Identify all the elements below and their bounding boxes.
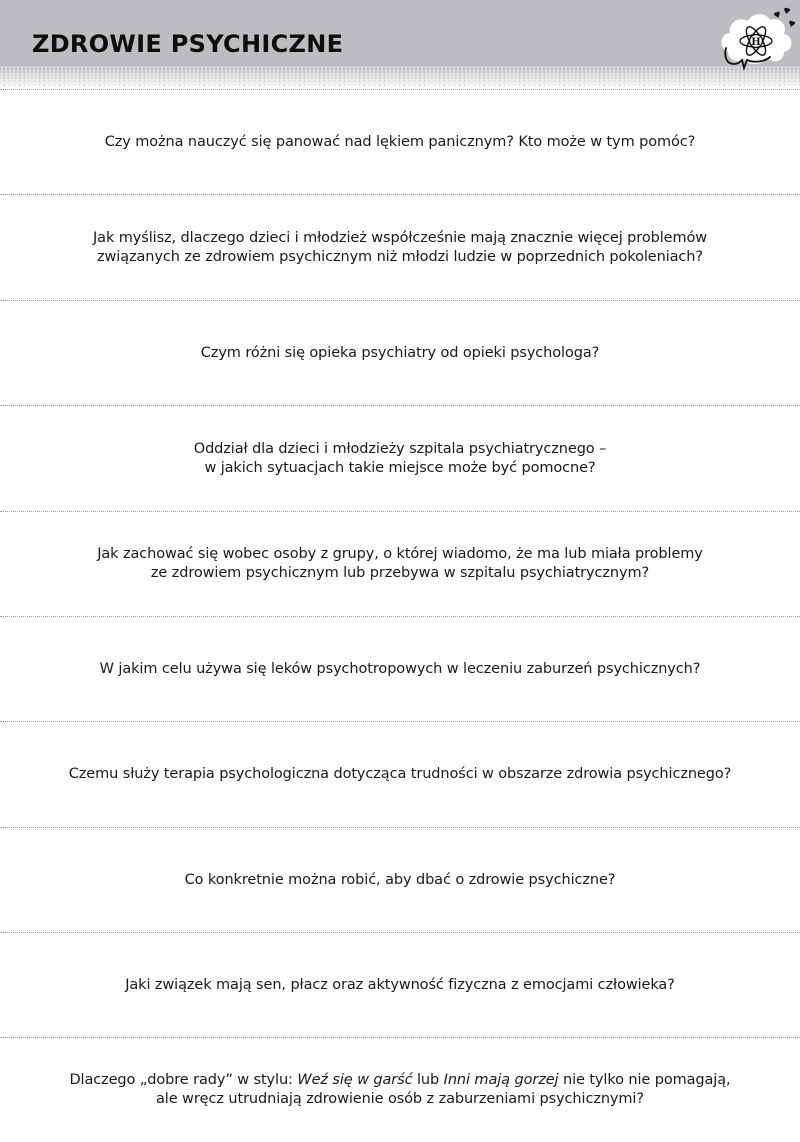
question-3: Czym różni się opieka psychiatry od opieki psychologa? <box>200 344 600 361</box>
question-7: Czemu służy terapia psychologiczna dotycząca trudności w obszarze zdrowia psychicznego? <box>68 766 732 782</box>
page-header <box>0 0 800 89</box>
question-9: Jaki związek mają sen, płacz oraz aktywność fizyczna z emocjami człowieka? <box>125 976 675 993</box>
cloud-atom-logo-icon <box>714 2 798 76</box>
header-noise-fade <box>0 66 800 88</box>
question-8: Co konkretnie można robić, aby dbać o zdrowie psychiczne? <box>184 871 616 888</box>
question-4: Oddział dla dzieci i młodzieży szpitala psychiatrycznego – w jakich sytuacjach takie miejsce może być pomocne? <box>193 440 607 476</box>
question-5: Jak zachować się wobec osoby z grupy, o której wiadomo, że ma lub miała problemy ze zdrowiem psychicznym lub przebywa w szpitalu psychiatrycznym? <box>97 546 703 581</box>
question-1: Czy można nauczyć się panować nad lękiem panicznym? Kto może w tym pomóc? <box>104 133 696 150</box>
svg-text:H: H <box>751 37 761 48</box>
question-10: Dlaczego „dobre rady” w stylu: Weź się w garść lub Inni mają gorzej nie tylko nie pomagają, ale wręcz utrudniają zdrowienie osób z zaburzeniami psychicznymi? <box>69 1072 731 1107</box>
question-2: Jak myślisz, dlaczego dzieci i młodzież współcześnie mają znacznie więcej problemów związanych ze zdrowiem psychicznym niż młodzi ludzie w poprzednich pokoleniach? <box>92 229 708 265</box>
question-6: W jakim celu używa się leków psychotropowych w leczeniu zaburzeń psychicznych? <box>99 660 701 677</box>
page-title: ZDROWIE PSYCHICZNE <box>32 30 344 58</box>
